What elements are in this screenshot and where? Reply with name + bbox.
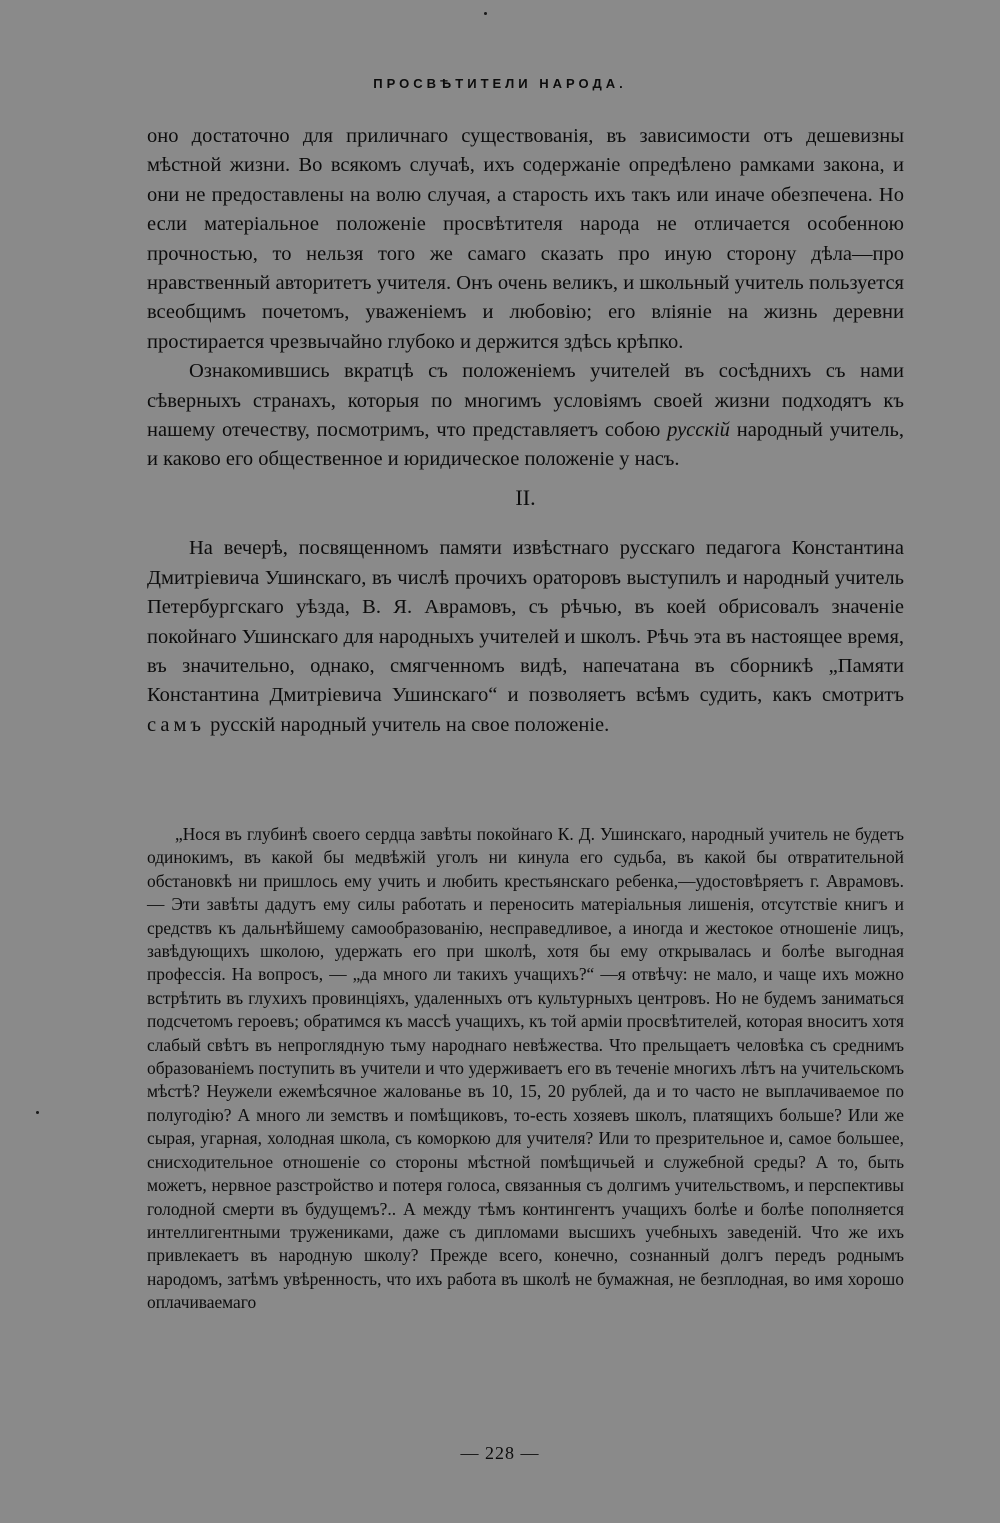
paragraph-3-text-after: русскій народный учитель на свое положеніе. bbox=[205, 713, 610, 736]
paragraph-2 bbox=[147, 357, 904, 475]
print-speck-top bbox=[484, 12, 487, 15]
paragraph-3 bbox=[147, 534, 904, 740]
paragraph-3-spaced-word: самъ bbox=[147, 713, 206, 736]
section-numeral: II. bbox=[515, 484, 536, 510]
paragraph-2-text-before: Ознакомившись вкратцѣ съ положеніемъ учителей въ сосѣднихъ съ нами сѣверныхъ странахъ, которыя по многимъ условіямъ своей жизни подходятъ къ нашему отечеству, посмотримъ, что представляетъ собою bbox=[147, 360, 904, 442]
print-speck-left bbox=[36, 1111, 39, 1114]
paragraph-2-text-after: народный учитель, и каково его общественное и юридическое положеніе у насъ. bbox=[147, 419, 904, 471]
quoted-speech bbox=[147, 823, 904, 1315]
page-number: — 228 — bbox=[460, 1443, 540, 1463]
paragraph-3-text-before: На вечерѣ, посвященномъ памяти извѣстнаго русскаго педагога Константина Дмитріевича Ушинскаго, въ числѣ прочихъ ораторовъ выступилъ и народный учитель Петербургскаго уѣзда, В. Я. Аврамовъ, съ рѣчью, въ коей обрисовалъ значеніе покойнаго Ушинскаго для народныхъ учителей и школъ. Рѣчь эта въ настоящее время, въ значительно, однако, смягченномъ видѣ, напечатана въ сборникѣ „Памяти Константина Дмитріевича Ушинскаго“ и позволяетъ всѣмъ судить, какъ смотритъ bbox=[147, 537, 904, 707]
main-text bbox=[147, 122, 904, 740]
quote-paragraph: „Нося въ глубинѣ своего сердца завѣты покойнаго К. Д. Ушинскаго, народный учитель не будетъ одинокимъ, въ какой бы медвѣжій уголъ ни кинула его судьба, въ какой бы отвратительной обстановкѣ ни пришлось ему учить и любить крестьянскаго ребенка,—удостовѣряетъ г. Аврамовъ. — Эти завѣты дадутъ ему силы работать и переносить матеріальныя лишенія, отсутствіе книгъ и средствъ къ дальнѣйшему самообразованію, несправедливое, а иногда и жестокое отношеніе лицъ, завѣдующихъ школою, удержать его при школѣ, хотя бы ему открывалась и болѣе выгодная профессія. На вопросъ, — „да много ли такихъ учащихъ?“ —я отвѣчу: не мало, и чаще ихъ можно встрѣтить въ глухихъ провинціяхъ, удаленныхъ отъ культурныхъ центровъ. Но не будемъ заниматься подсчетомъ героевъ; обратимся къ массѣ учащихъ, къ той арміи просвѣтителей, которая вноситъ хотя слабый свѣтъ въ непроглядную тьму народнаго невѣжества. Что прельщаетъ человѣка съ среднимъ образованіемъ поступить въ учители и что удерживаетъ его въ теченіе многихъ лѣтъ на учительскомъ мѣстѣ? Неужели ежемѣсячное жалованье въ 10, 15, 20 рублей, да и то часто не выплачиваемое по полугодію? А много ли земствъ и помѣщиковъ, то-есть хозяевъ школъ, платящихъ больше? Или же сырая, угарная, холодная школа, съ коморкою для учителя? Или то презрительное и, самое большее, снисходительное отношеніе со стороны мѣстной помѣщичьей и служебной среды? А то, быть можетъ, нервное разстройство и потеря голоса, связанныя съ долгимъ учительствомъ, и перспективы голодной смерти въ будущемъ?.. А между тѣмъ контингентъ учащихъ болѣе и болѣе пополняется интеллигентными тружениками, даже съ дипломами высшихъ учебныхъ заведеній. Что же ихъ привлекаетъ въ народную школу? Прежде всего, конечно, сознанный долгъ передъ роднымъ народомъ, затѣмъ увѣренность, что ихъ работа въ школѣ не бумажная, не безплодная, во имя хорошо оплачиваемаго bbox=[147, 824, 904, 1313]
paragraph-1: оно достаточно для приличнаго существованія, въ зависимости отъ дешевизны мѣстной жизни. Во всякомъ случаѣ, ихъ содержаніе опредѣлено рамками закона, и они не предоставлены на волю случая, а старость ихъ такъ или иначе обезпечена. Но если матеріальное положеніе просвѣтителя народа не отличается особенною прочностью, то нельзя того же самаго сказать про иную сторону дѣла—про нравственный авторитетъ учителя. Онъ очень великъ, и школьный учитель пользуется всеобщимъ почетомъ, уваженіемъ и любовію; его вліяніе на жизнь деревни простирается чрезвычайно глубоко и держится здѣсь крѣпко. bbox=[147, 125, 904, 353]
running-head: ПРОСВѢТИТЕЛИ НАРОДА. bbox=[373, 76, 627, 91]
paragraph-2-emphasis: русскій bbox=[667, 419, 730, 442]
